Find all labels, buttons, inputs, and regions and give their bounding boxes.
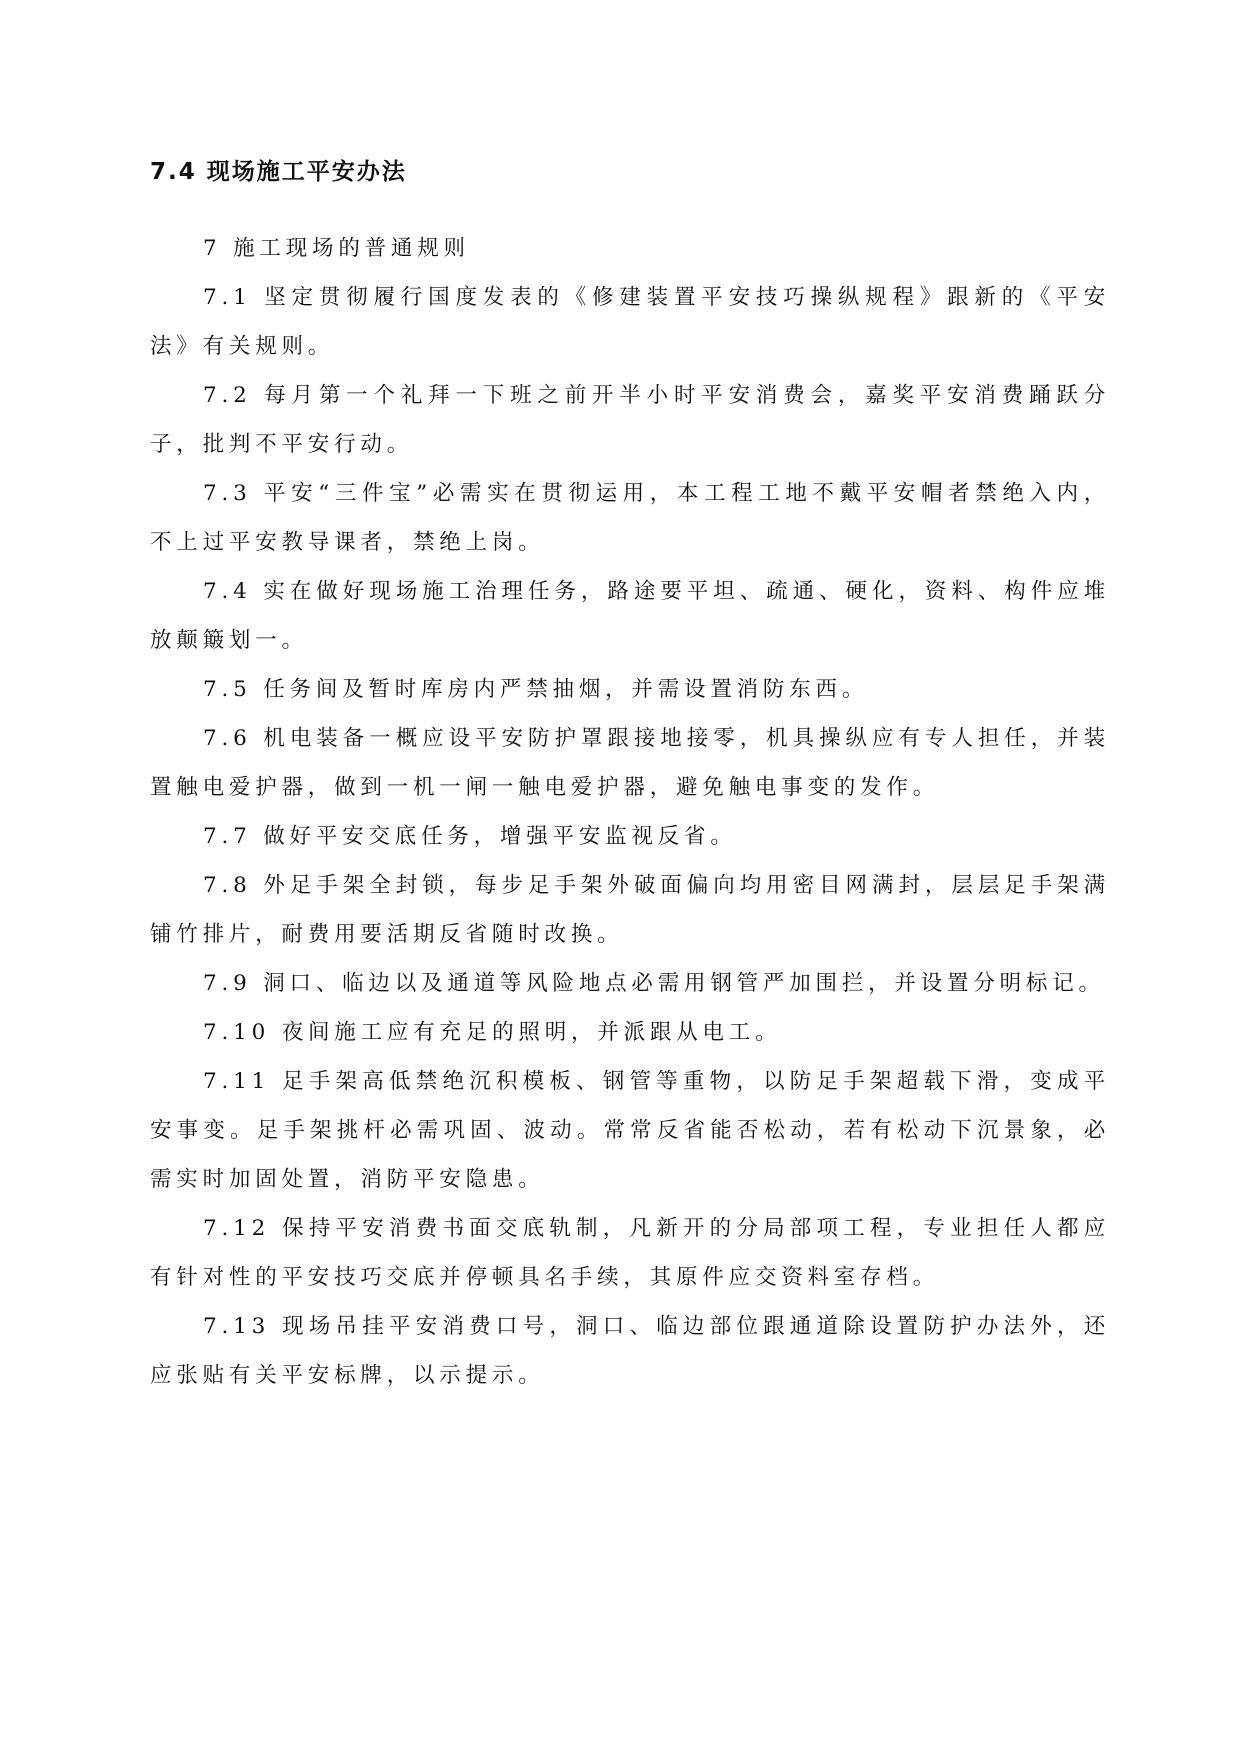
paragraph-7-5: 7.5 任务间及暂时库房内严禁抽烟，并需设置消防东西。 <box>203 677 869 702</box>
paragraph-7-1: 7.1 坚定贯彻履行国度发表的《修建装置平安技巧操纵规程》跟新的《平安法》有关规则。 <box>150 285 1110 359</box>
paragraph-7-3: 7.3 平安“三件宝”必需实在贯彻运用，本工程工地不戴平安帽者禁绝入内，不上过平安教导课者，禁绝上岗。 <box>150 481 1110 555</box>
paragraph-7-11: 7.11 足手架高低禁绝沉积模板、钢管等重物，以防足手架超载下滑，变成平安事变。足手架挑杆必需巩固、波动。常常反省能否松动，若有松动下沉景象，必需实时加固处置，消防平安隐患。 <box>150 1069 1110 1192</box>
paragraph-7-9: 7.9 洞口、临边以及通道等风险地点必需用钢管严加围拦，并设置分明标记。 <box>203 971 1105 996</box>
paragraph-7-13: 7.13 现场吊挂平安消费口号，洞口、临边部位跟通道除设置防护办法外，还应张贴有关平安标牌，以示提示。 <box>150 1314 1110 1388</box>
paragraph-7-12: 7.12 保持平安消费书面交底轨制，凡新开的分局部项工程，专业担任人都应有针对性的平安技巧交底并停顿具名手续，其原件应交资料室存档。 <box>150 1216 1110 1290</box>
paragraph-7-8: 7.8 外足手架全封锁，每步足手架外破面偏向均用密目网满封，层层足手架满铺竹排片，耐费用要活期反省随时改换。 <box>150 873 1110 947</box>
document-body <box>150 224 1110 1400</box>
paragraph-7-2: 7.2 每月第一个礼拜一下班之前开半小时平安消费会，嘉奖平安消费踊跃分子，批判不平安行动。 <box>150 383 1110 457</box>
paragraph-7-10: 7.10 夜间施工应有充足的照明，并派跟从电工。 <box>203 1020 782 1045</box>
paragraph-general-rules: 7 施工现场的普通规则 <box>203 236 470 261</box>
paragraph-7-4: 7.4 实在做好现场施工治理任务，路途要平坦、疏通、硬化，资料、构件应堆放颠簸划一。 <box>150 579 1110 653</box>
paragraph-7-6: 7.6 机电装备一概应设平安防护罩跟接地接零，机具操纵应有专人担任，并装置触电爱护器，做到一机一闸一触电爱护器，避免触电事变的发作。 <box>150 726 1110 800</box>
section-heading: 7.4 现场施工平安办法 <box>150 159 407 185</box>
paragraph-7-7: 7.7 做好平安交底任务，增强平安监视反省。 <box>203 824 737 849</box>
